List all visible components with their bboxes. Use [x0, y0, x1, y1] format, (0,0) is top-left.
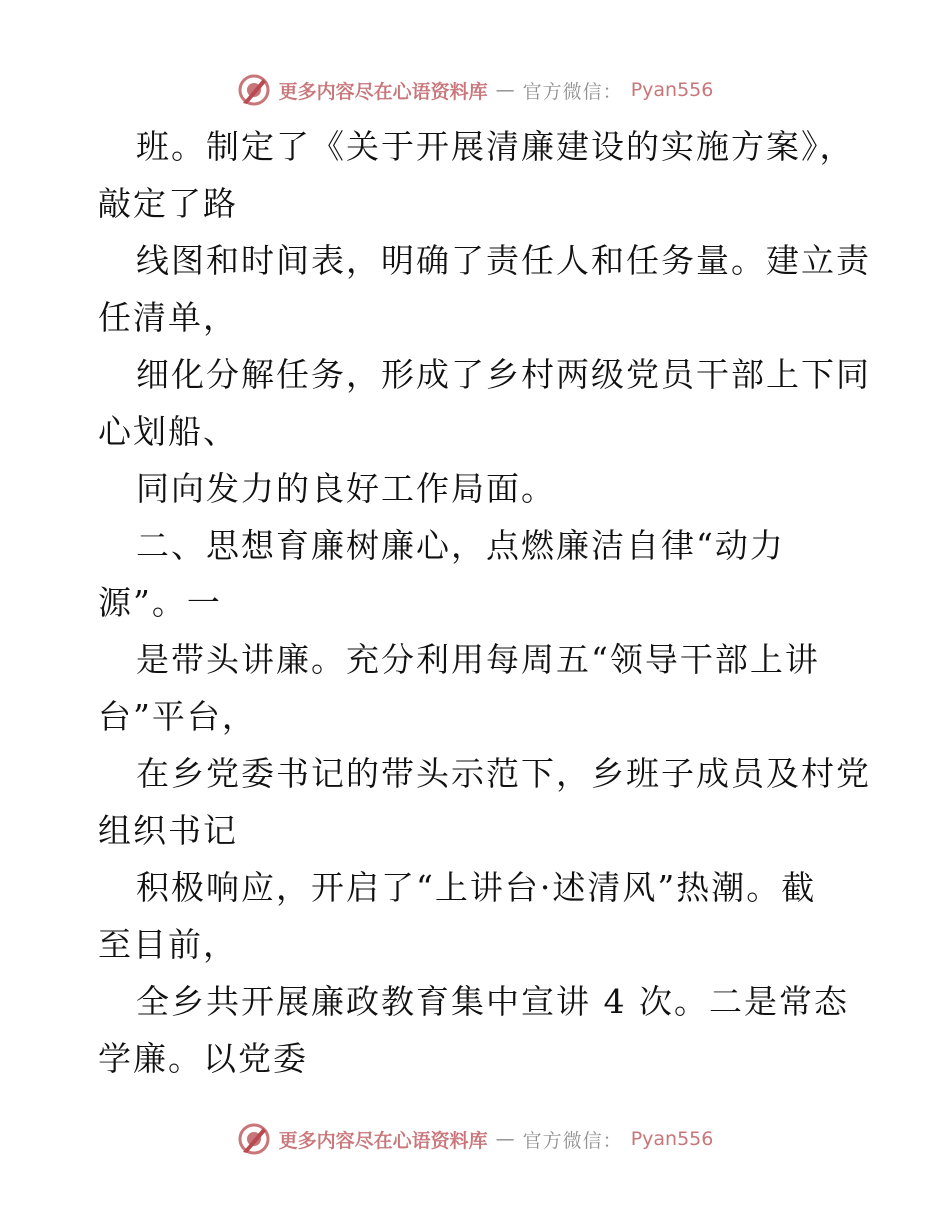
text-line: 细化分解任务，形成了乡村两级党员干部上下同	[136, 355, 871, 394]
text-line: 学廉。以党委	[98, 1039, 308, 1078]
quill-logo-icon	[237, 73, 271, 107]
text-line: 线图和时间表，明确了责任人和任务量。建立责	[136, 241, 871, 280]
watermark-wechat-id: Pyan556	[630, 1128, 714, 1150]
text-line: 是带头讲廉。充分利用每周五“领导干部上讲	[136, 640, 820, 679]
text-line: 台”平台，	[98, 697, 257, 736]
watermark-wechat-id: Pyan556	[630, 79, 714, 101]
footer-watermark	[0, 1117, 950, 1161]
text-line: 心划船、	[98, 412, 238, 451]
text-line: 全乡共开展廉政教育集中宣讲 4 次。二是常态	[136, 982, 849, 1021]
header-watermark	[0, 68, 950, 112]
text-line: 任清单，	[98, 298, 238, 337]
text-line: 同向发力的良好工作局面。	[136, 469, 556, 508]
text-line: 源”。一	[98, 583, 222, 622]
text-line: 在乡党委书记的带头示范下，乡班子成员及村党	[136, 754, 871, 793]
watermark-separator: —	[495, 79, 515, 101]
text-line: 班。制定了《关于开展清廉建设的实施方案》，	[136, 127, 855, 166]
text-line: 敲定了路	[98, 184, 238, 223]
text-line: 积极响应，开启了“上讲台·述清风”热潮。截	[136, 868, 817, 907]
section-heading-line: 二、思想育廉树廉心，点燃廉洁自律“动力	[136, 526, 785, 565]
watermark-wechat-label: 官方微信：	[522, 1129, 623, 1152]
document-body	[98, 118, 871, 1087]
text-line: 至目前，	[98, 925, 238, 964]
watermark-site-text: 更多内容尽在心语资料库	[278, 80, 488, 103]
watermark-wechat-label: 官方微信：	[522, 80, 623, 103]
watermark-site-text: 更多内容尽在心语资料库	[278, 1129, 488, 1152]
quill-logo-icon	[237, 1122, 271, 1156]
watermark-separator: —	[495, 1128, 515, 1150]
text-line: 组织书记	[98, 811, 238, 850]
